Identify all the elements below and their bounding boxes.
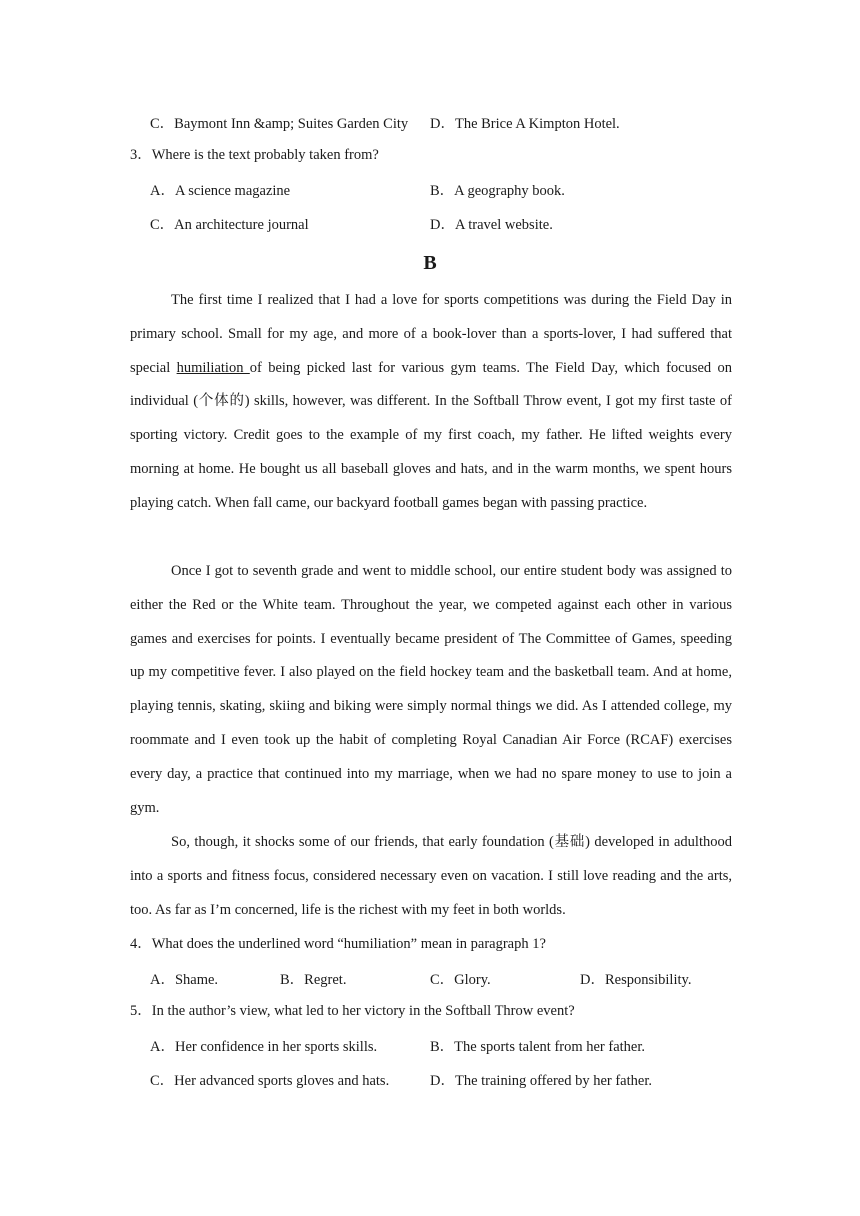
q2-option-c: C．Baymont Inn &amp; Suites Garden City	[150, 116, 409, 132]
q5-option-b: B．The sports talent from her father.	[430, 1039, 646, 1055]
q3-question: 3．Where is the text probably taken from?	[130, 147, 379, 163]
q3-option-b: B．A geography book.	[430, 183, 565, 199]
q4-option-c: C．Glory.	[430, 972, 491, 988]
q3-option-a: A．A science magazine	[150, 183, 291, 199]
q4-option-a: A．Shame.	[150, 972, 219, 988]
passage-paragraph-2: Once I got to seventh grade and went to middle school, our entire student body was assigned to either the Red or the White team. Throughout the year, we competed against each other in various games and exercises for points. I eventually became president of The Committee of Games, speeding up my competitive fever. I also played on the field hockey team and the basketball team. And at home, playing tennis, skating, skiing and biking were simply normal things we did. As I attended college, my roommate and I even took up the habit of completing Royal Canadian Air Force (RCAF) exercises every day, a practice that continued into my marriage, when we had no spare money to use to join a gym.	[130, 563, 732, 816]
passage-paragraph-3: So, though, it shocks some of our friends, that early foundation (基础) developed in adulthood into a sports and fitness focus, considered necessary even on vacation. I still love reading and the arts, too. As far as I’m concerned, life is the richest with my feet in both worlds.	[130, 834, 732, 918]
q4-question: 4．What does the underlined word “humiliation” mean in paragraph 1?	[130, 936, 546, 952]
q2-option-d: D．The Brice A Kimpton Hotel.	[430, 116, 620, 132]
q5-option-a: A．Her confidence in her sports skills.	[150, 1039, 378, 1055]
q4-option-d: D．Responsibility.	[580, 972, 692, 988]
q5-question: 5．In the author’s view, what led to her victory in the Softball Throw event?	[130, 1003, 575, 1019]
section-title: B	[423, 252, 437, 274]
passage-paragraph-1	[130, 284, 732, 521]
q5-option-d: D．The training offered by her father.	[430, 1073, 652, 1089]
q5-option-c: C．Her advanced sports gloves and hats.	[150, 1073, 390, 1089]
underlined-word: humiliation	[176, 359, 250, 376]
q3-option-d: D．A travel website.	[430, 217, 553, 233]
q4-option-b: B．Regret.	[280, 972, 347, 988]
q3-option-c: C．An architecture journal	[150, 217, 309, 233]
p1-text-after: of being picked last for various gym teams. The Field Day, which focused on individual (个体的) skills, however, was different. In the Softball Throw event, I got my first taste of sporting victory. Credit goes to the example of my first coach, my father. He lifted weights every morning at home. He bought us all baseball gloves and hats, and in the warm months, we spent hours playing catch. When fall came, our backyard football games began with passing practice.	[130, 359, 732, 511]
p1-text-before: The first time I realized that I had a love for sports competitions was during the Field Day in primary school. Small for my age, and more of a book-lover than a sports-lover, I had suffered that special	[130, 292, 732, 376]
